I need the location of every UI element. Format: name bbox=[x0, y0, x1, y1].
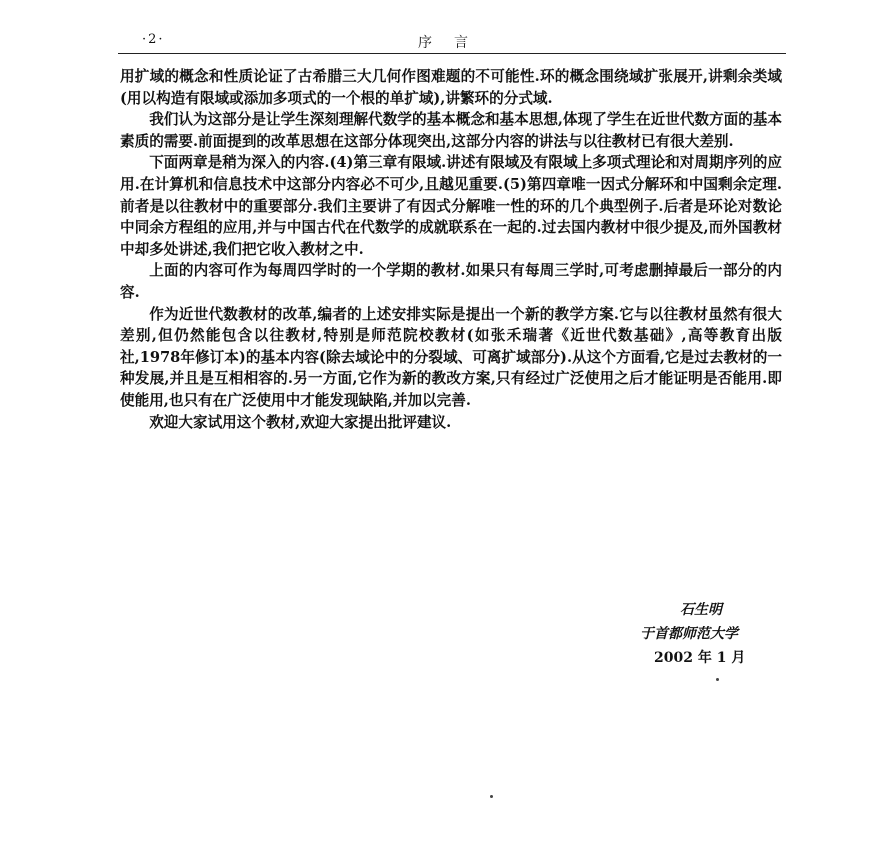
signature-block bbox=[600, 598, 800, 670]
section-title: 序言 bbox=[418, 35, 490, 51]
author-institution: 于首都师范大学 bbox=[640, 626, 738, 642]
paragraph: 下面两章是稍为深入的内容.(4)第三章有限域.讲述有限域及有限域上多项式理论和对周期序列的应用.在计算机和信息技术中这部分内容必不可少,且越见重要.(5)第四章唯一因式分解环和中国剩余定理.前者是以往教材中的重要部分.我们主要讲了有因式分解唯一性的环的几个典型例子.后者是环论对数论中同余方程组的应用,并与中国古代在代数学的成就联系在一起的.过去国内教材中很少提及,而外国教材中却多处讲述,我们把它收入教材之中. bbox=[120, 154, 782, 258]
paragraph: 上面的内容可作为每周四学时的一个学期的教材.如果只有每周三学时,可考虑删掉最后一部分的内容. bbox=[120, 262, 782, 301]
header-rule bbox=[118, 53, 786, 54]
paragraph: 我们认为这部分是让学生深刻理解代数学的基本概念和基本思想,体现了学生在近世代数方面的基本素质的需要.前面提到的改革思想在这部分体现突出,这部分内容的讲法与以往教材已有很大差别. bbox=[120, 111, 782, 150]
running-head bbox=[118, 28, 786, 50]
body-text bbox=[120, 66, 782, 433]
paragraph: 作为近世代数教材的改革,编者的上述安排实际是提出一个新的教学方案.它与以往教材虽然有很大差别,但仍然能包含以往教材,特别是师范院校教材(如张禾瑞著《近世代数基础》,高等教育出版社,1978年修订本)的基本内容(除去域论中的分裂域、可离扩域部分).从这个方面看,它是过去教材的一种发展,并且是互相相容的.另一方面,它作为新的教改方案,只有经过广泛使用之后才能证明是否能用.即使能用,也只有在广泛使用中才能发现缺陷,并加以完善. bbox=[120, 305, 782, 409]
paragraph: 用扩域的概念和性质论证了古希腊三大几何作图难题的不可能性.环的概念围绕域扩张展开,讲剩余类域(用以构造有限域或添加多项式的一个根的单扩域),讲繁环的分式域. bbox=[120, 68, 782, 107]
scan-speck bbox=[490, 795, 493, 798]
scan-speck bbox=[716, 678, 719, 681]
author-name: 石生明 bbox=[680, 602, 722, 618]
signature-date: 2002 年 1 月 bbox=[654, 650, 746, 666]
paragraph: 欢迎大家试用这个教材,欢迎大家提出批评建议. bbox=[149, 413, 452, 431]
page-number: ·2· bbox=[142, 32, 165, 47]
